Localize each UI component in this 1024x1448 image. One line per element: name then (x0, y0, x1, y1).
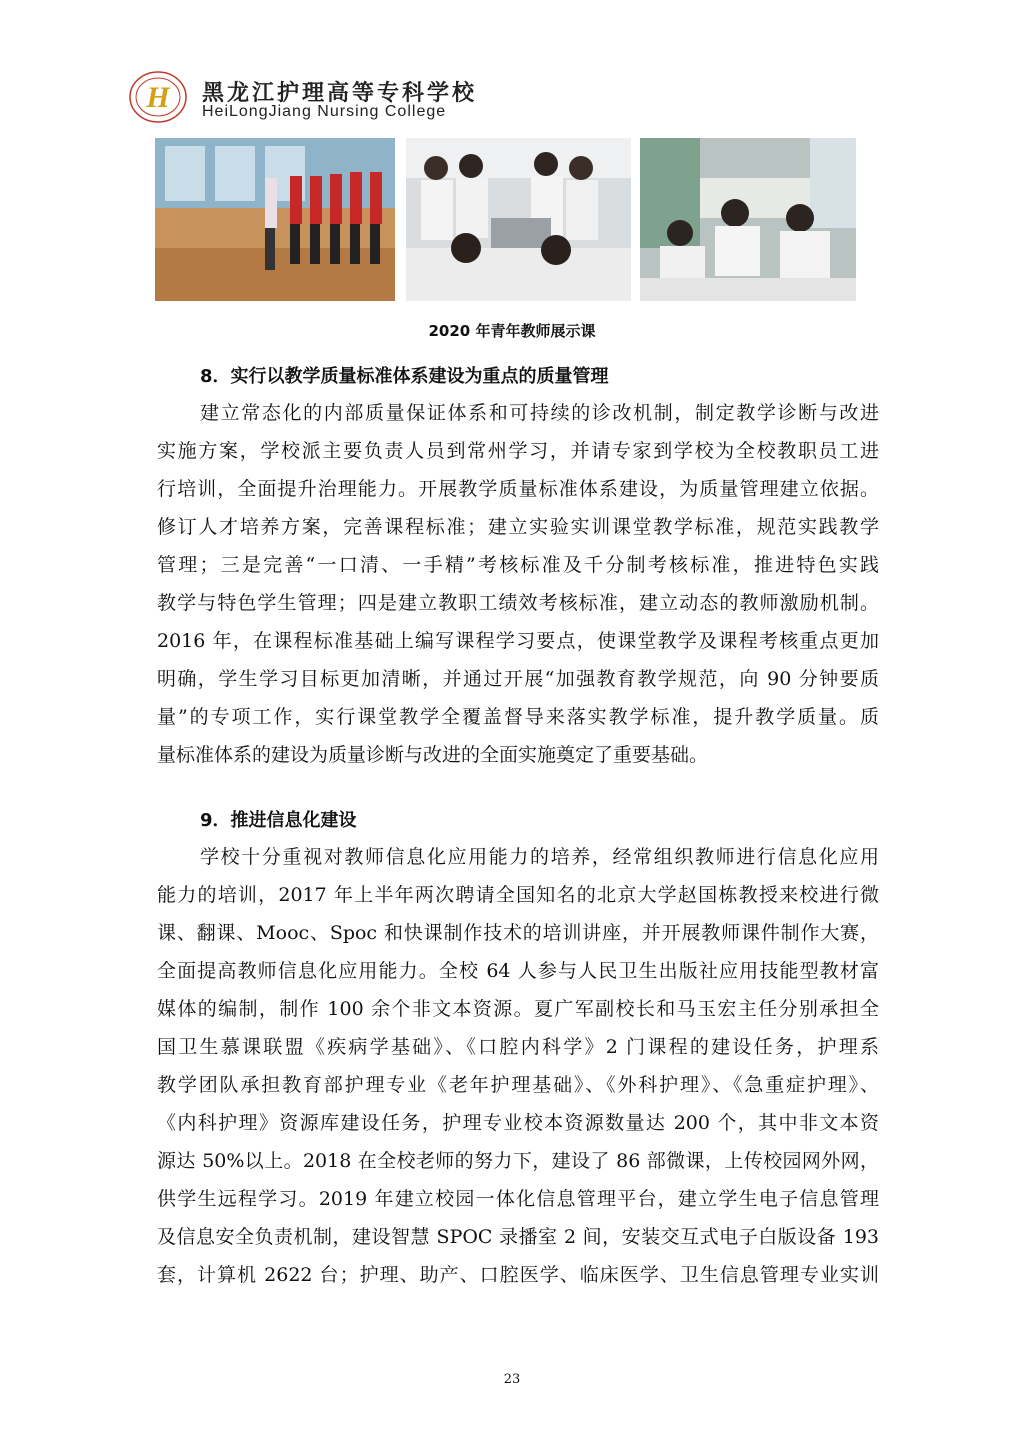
paragraph-line: 课、翻课、Mooc、Spoc 和快课制作技术的培训讲座，并开展教师课件制作大赛， (157, 922, 879, 944)
paragraph-line: 供学生远程学习。2019 年建立校园一体化信息管理平台，建立学生电子信息管理 (157, 1188, 879, 1210)
paragraph-line: 2016 年，在课程标准基础上编写课程学习要点，使课堂教学及课程考核重点更加 (157, 630, 879, 652)
paragraph-line: 《内科护理》资源库建设任务，护理专业校本资源数量达 200 个，其中非文本资 (157, 1112, 879, 1134)
paragraph-line: 明确，学生学习目标更加清晰，并通过开展“加强教育教学规范，向 90 分钟要质 (157, 668, 879, 690)
paragraph-line: 源达 50%以上。2018 在全校老师的努力下，建设了 86 部微课，上传校园网外网， (157, 1150, 879, 1172)
paragraph-line: 套，计算机 2622 台；护理、助产、口腔医学、临床医学、卫生信息管理专业实训 (157, 1264, 879, 1286)
school-name-en: HeiLongJiang Nursing College (202, 103, 447, 120)
page-header (128, 70, 528, 126)
paragraph-line: 媒体的编制，制作 100 余个非文本资源。夏广军副校长和马玉宏主任分别承担全 (157, 998, 879, 1020)
paragraph-line: 教学与特色学生管理；四是建立教职工绩效考核标准，建立动态的教师激励机制。 (157, 592, 879, 614)
paragraph-line: 量标准体系的建设为质量诊断与改进的全面实施奠定了重要基础。 (157, 744, 709, 766)
page-number: 23 (503, 1372, 521, 1387)
paragraph-line: 能力的培训，2017 年上半年两次聘请全国知名的北京大学赵国栋教授来校进行微 (157, 884, 879, 906)
paragraph-line: 建立常态化的内部质量保证体系和可持续的诊改机制，制定教学诊断与改进 (200, 402, 879, 424)
paragraph-line: 全面提高教师信息化应用能力。全校 64 人参与人民卫生出版社应用技能型教材富 (157, 960, 879, 982)
paragraph-line: 学校十分重视对教师信息化应用能力的培养，经常组织教师进行信息化应用 (200, 846, 879, 868)
dance-class-photo (155, 138, 395, 301)
paragraph-line: 管理；三是完善“一口清、一手精”考核标准及千分制考核标准，推进特色实践 (157, 554, 879, 576)
paragraph-line: 量”的专项工作，实行课堂教学全覆盖督导来落实教学标准，提升教学质量。质 (157, 706, 879, 728)
section-9-heading: 9．推进信息化建设 (200, 810, 357, 831)
paragraph-line: 教学团队承担教育部护理专业《老年护理基础》、《外科护理》、《急重症护理》、 (157, 1074, 879, 1096)
photo-caption: 2020 年青年教师展示课 (428, 322, 596, 340)
paragraph-line: 国卫生慕课联盟《疾病学基础》、《口腔内科学》2 门课程的建设任务，护理系 (157, 1036, 879, 1058)
section-8-heading: 8．实行以教学质量标准体系建设为重点的质量管理 (200, 366, 609, 387)
paragraph-line: 及信息安全负责机制，建设智慧 SPOC 录播室 2 间，安装交互式电子白版设备 193 (157, 1226, 879, 1248)
classroom-practice-photo (640, 138, 856, 301)
paragraph-line: 修订人才培养方案，完善课程标准；建立实验实训课堂教学标准，规范实践教学 (157, 516, 879, 538)
logo-letter: H (146, 81, 170, 114)
paragraph-line: 实施方案，学校派主要负责人员到常州学习，并请专家到学校为全校教职员工进 (157, 440, 879, 462)
lab-demonstration-photo (406, 138, 631, 301)
paragraph-line: 行培训，全面提升治理能力。开展教学质量标准体系建设，为质量管理建立依据。 (157, 478, 879, 500)
school-logo-icon (128, 70, 188, 124)
school-name-cn: 黑龙江护理高等专科学校 (202, 81, 478, 106)
